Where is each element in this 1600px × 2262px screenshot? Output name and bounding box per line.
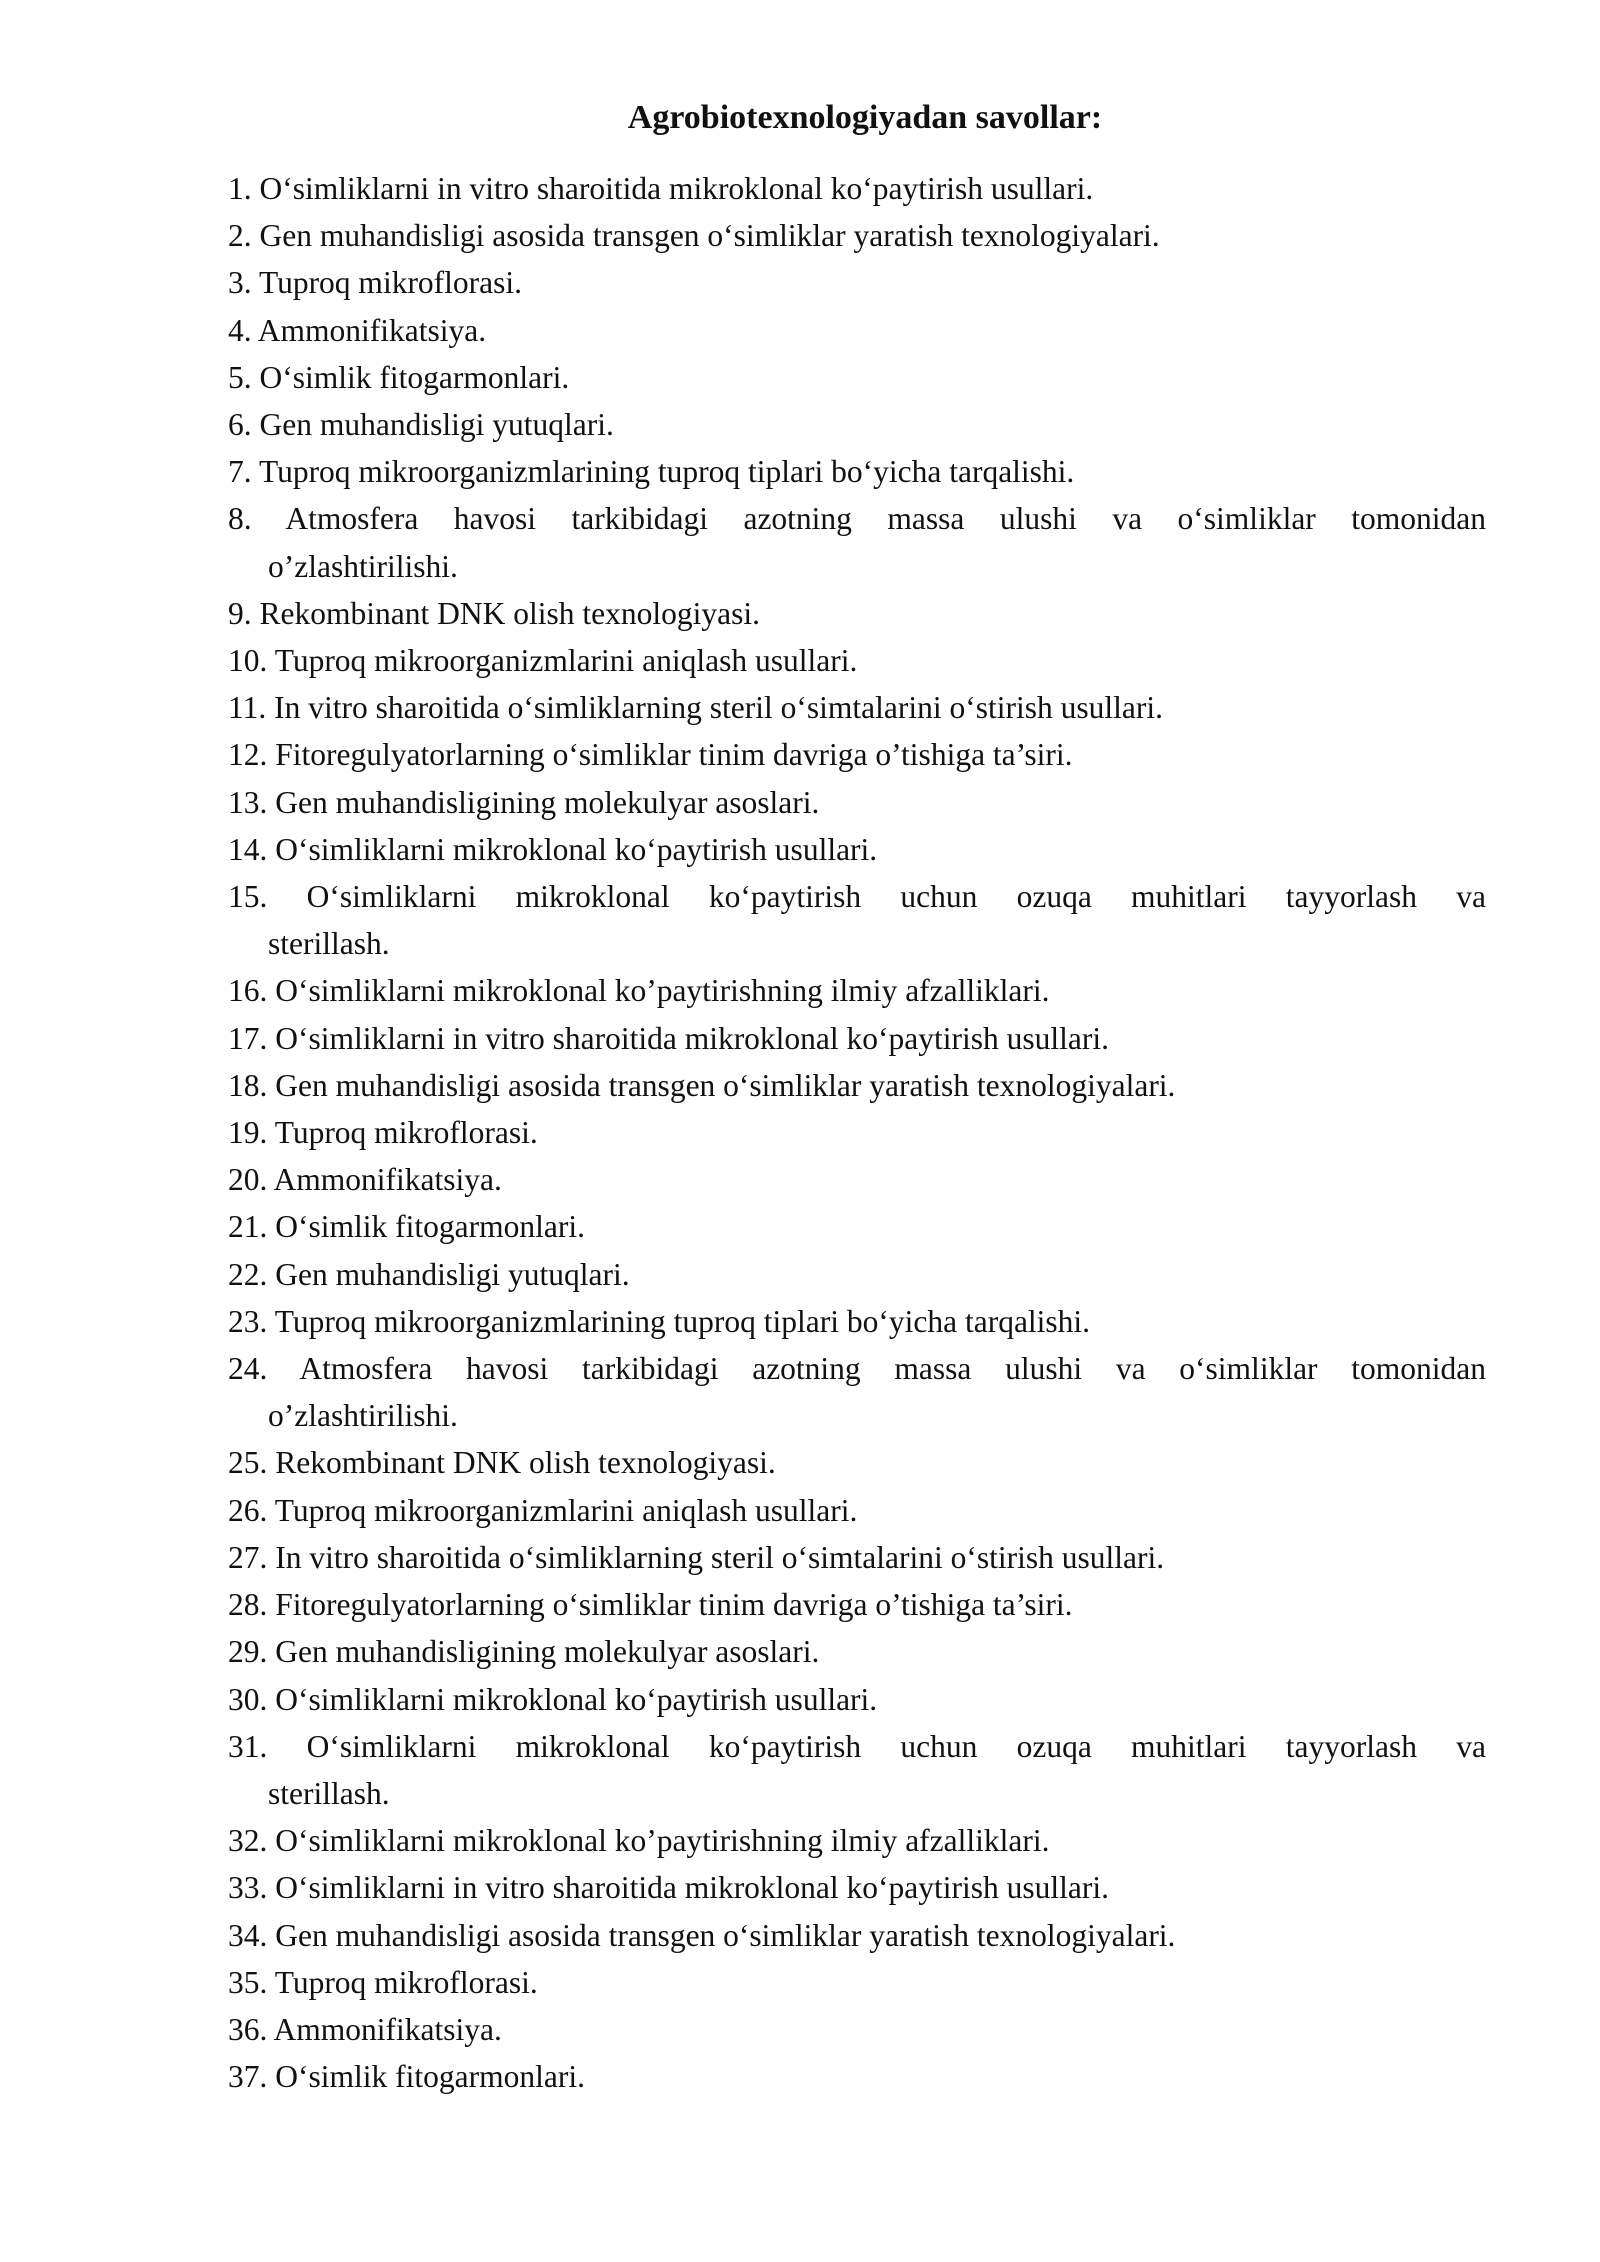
question-line	[228, 1817, 1486, 1864]
question-text: Ammonifikatsiya.	[273, 2011, 502, 2047]
question-line	[228, 495, 1486, 542]
question-item	[228, 1676, 1486, 1723]
question-number: 1.	[228, 171, 252, 206]
question-line	[228, 1203, 1486, 1250]
question-number: 5.	[228, 359, 252, 395]
question-item	[228, 259, 1486, 306]
question-number: 34.	[228, 1917, 268, 1953]
question-number: 36.	[228, 2011, 268, 2047]
question-text: Fitoregulyatorlarning o‘simliklar tinim davriga o’tishiga ta’siri.	[275, 737, 1073, 773]
question-number: 28.	[228, 1587, 268, 1623]
question-line	[228, 731, 1486, 778]
question-item	[228, 684, 1486, 731]
question-line	[228, 1628, 1486, 1675]
question-item	[228, 1015, 1486, 1062]
question-line	[228, 1345, 1486, 1392]
question-item	[228, 967, 1486, 1014]
question-line	[228, 684, 1486, 731]
question-number: 22.	[228, 1256, 268, 1292]
question-line	[228, 1439, 1486, 1486]
question-number: 29.	[228, 1634, 268, 1670]
question-item	[228, 1109, 1486, 1156]
question-text: Tuproq mikroorganizmlarini aniqlash usullari.	[274, 1492, 858, 1528]
question-number: 16.	[228, 973, 268, 1009]
question-number: 20.	[228, 1162, 268, 1198]
question-number: 27.	[228, 1539, 268, 1575]
question-number: 23.	[228, 1303, 268, 1339]
question-item	[228, 1864, 1486, 1911]
question-number: 4.	[228, 312, 252, 348]
question-text-continuation: o’zlashtirilishi.	[268, 1398, 458, 1434]
question-text-continuation: sterillash.	[268, 926, 390, 962]
question-line	[228, 401, 1486, 448]
question-item	[228, 165, 1486, 212]
question-number: 21.	[228, 1209, 268, 1245]
question-line	[228, 967, 1486, 1014]
question-text: O‘simliklarni in vitro sharoitida mikroklonal ko‘paytirish usullari.	[259, 171, 1094, 206]
question-line	[228, 1912, 1486, 1959]
question-item	[228, 307, 1486, 354]
question-line	[228, 1676, 1486, 1723]
question-line	[228, 1062, 1486, 1109]
question-text: Gen muhandisligi yutuqlari.	[275, 1256, 630, 1292]
question-text: O‘simlik fitogarmonlari.	[275, 2059, 585, 2095]
question-line	[228, 259, 1486, 306]
question-item	[228, 873, 1486, 967]
question-text: O‘simliklarni mikroklonal ko‘paytirish uchun ozuqa muhitlari tayyorlash va	[306, 879, 1486, 915]
question-number: 3.	[228, 265, 252, 301]
question-text: Tuproq mikroflorasi.	[274, 1964, 538, 2000]
question-number: 25.	[228, 1445, 268, 1481]
question-text: O‘simliklarni in vitro sharoitida mikroklonal ko‘paytirish usullari.	[275, 1870, 1110, 1906]
question-number: 6.	[228, 407, 252, 443]
question-item	[228, 1298, 1486, 1345]
question-number: 24.	[228, 1351, 268, 1387]
question-line	[228, 637, 1486, 684]
question-item	[228, 731, 1486, 778]
question-number: 18.	[228, 1067, 268, 1103]
question-item	[228, 1817, 1486, 1864]
question-number: 35.	[228, 1964, 268, 2000]
question-line	[228, 1109, 1486, 1156]
question-number: 31.	[228, 1728, 268, 1764]
question-text: Gen muhandisligining molekulyar asoslari.	[275, 784, 820, 820]
question-number: 30.	[228, 1681, 268, 1717]
question-text: Ammonifikatsiya.	[257, 312, 487, 348]
question-line	[228, 826, 1486, 873]
question-text: Ammonifikatsiya.	[273, 1162, 502, 1198]
question-text: Gen muhandisligi asosida transgen o‘simliklar yaratish texnologiyalari.	[259, 218, 1160, 254]
question-text: Gen muhandisligi yutuqlari.	[259, 407, 614, 443]
question-item	[228, 590, 1486, 637]
question-item	[228, 1251, 1486, 1298]
question-number: 33.	[228, 1870, 268, 1906]
question-number: 2.	[228, 218, 252, 254]
question-item	[228, 1959, 1486, 2006]
question-number: 11.	[228, 690, 267, 726]
question-item	[228, 212, 1486, 259]
question-item	[228, 779, 1486, 826]
question-item	[228, 495, 1486, 589]
question-line	[228, 448, 1486, 495]
question-text: O‘simliklarni mikroklonal ko’paytirishning ilmiy afzalliklari.	[275, 973, 1050, 1009]
question-item	[228, 448, 1486, 495]
question-item	[228, 1628, 1486, 1675]
question-text-continuation: sterillash.	[268, 1775, 390, 1811]
question-text: Tuproq mikroorganizmlarining tuproq tiplari bo‘yicha tarqalishi.	[274, 1303, 1091, 1339]
question-text: Gen muhandisligining molekulyar asoslari.	[275, 1634, 820, 1670]
question-text: In vitro sharoitida o‘simliklarning steril o‘simtalarini o‘stirish usullari.	[275, 1539, 1165, 1575]
question-text: Gen muhandisligi asosida transgen o‘simliklar yaratish texnologiyalari.	[275, 1067, 1176, 1103]
question-line	[228, 779, 1486, 826]
question-line	[228, 1156, 1486, 1203]
question-line	[228, 354, 1486, 401]
question-number: 10.	[228, 643, 268, 679]
question-text: In vitro sharoitida o‘simliklarning steril o‘simtalarini o‘stirish usullari.	[274, 690, 1163, 726]
question-number: 17.	[228, 1020, 268, 1056]
question-line	[228, 1534, 1486, 1581]
question-text: O‘simliklarni mikroklonal ko‘paytirish uchun ozuqa muhitlari tayyorlash va	[306, 1728, 1486, 1764]
question-item	[228, 2006, 1486, 2053]
question-line	[228, 1581, 1486, 1628]
question-number: 37.	[228, 2059, 268, 2095]
question-item	[228, 2053, 1486, 2100]
question-number: 32.	[228, 1823, 268, 1859]
question-number: 13.	[228, 784, 268, 820]
question-line	[228, 2053, 1486, 2100]
question-number: 7.	[228, 454, 252, 490]
question-text: O‘simliklarni in vitro sharoitida mikroklonal ko‘paytirish usullari.	[275, 1020, 1110, 1056]
question-number: 9.	[228, 595, 252, 631]
question-line	[228, 1723, 1486, 1770]
question-item	[228, 1156, 1486, 1203]
question-line	[228, 1251, 1486, 1298]
question-text: O‘simliklarni mikroklonal ko‘paytirish usullari.	[275, 831, 878, 867]
question-text: Atmosfera havosi tarkibidagi azotning massa ulushi va o‘simliklar tomonidan	[285, 501, 1487, 537]
question-number: 14.	[228, 831, 268, 867]
question-item	[228, 1912, 1486, 1959]
question-number: 8.	[228, 501, 252, 537]
question-line	[228, 590, 1486, 637]
question-number: 19.	[228, 1115, 268, 1151]
question-number: 26.	[228, 1492, 268, 1528]
question-line	[228, 212, 1486, 259]
question-text: Tuproq mikroorganizmlarining tuproq tiplari bo‘yicha tarqalishi.	[258, 454, 1075, 490]
question-line	[228, 1487, 1486, 1534]
question-text: Rekombinant DNK olish texnologiyasi.	[259, 595, 760, 631]
question-number: 12.	[228, 737, 268, 773]
question-line	[228, 873, 1486, 920]
question-item	[228, 637, 1486, 684]
question-text: Fitoregulyatorlarning o‘simliklar tinim davriga o’tishiga ta’siri.	[275, 1587, 1073, 1623]
question-text: Tuproq mikroflorasi.	[258, 265, 523, 301]
question-text: O‘simliklarni mikroklonal ko’paytirishning ilmiy afzalliklari.	[275, 1823, 1050, 1859]
question-item	[228, 354, 1486, 401]
question-item	[228, 1345, 1486, 1439]
question-item	[228, 1581, 1486, 1628]
question-line	[228, 1959, 1486, 2006]
question-line	[228, 165, 1486, 212]
question-text: O‘simliklarni mikroklonal ko‘paytirish usullari.	[275, 1681, 878, 1717]
question-item	[228, 1723, 1486, 1817]
question-text: Gen muhandisligi asosida transgen o‘simliklar yaratish texnologiyalari.	[275, 1917, 1176, 1953]
question-item	[228, 1062, 1486, 1109]
question-text: Tuproq mikroorganizmlarini aniqlash usullari.	[274, 643, 858, 679]
question-item	[228, 1439, 1486, 1486]
question-item	[228, 401, 1486, 448]
question-number: 15.	[228, 879, 268, 915]
question-list	[228, 165, 1486, 2100]
question-text: O‘simlik fitogarmonlari.	[259, 359, 570, 395]
question-text: O‘simlik fitogarmonlari.	[275, 1209, 585, 1245]
question-line	[228, 2006, 1486, 2053]
question-text-continuation: o’zlashtirilishi.	[268, 548, 458, 584]
question-item	[228, 1487, 1486, 1534]
question-text: Rekombinant DNK olish texnologiyasi.	[275, 1445, 776, 1481]
question-item	[228, 1203, 1486, 1250]
question-text: Atmosfera havosi tarkibidagi azotning massa ulushi va o‘simliklar tomonidan	[299, 1351, 1487, 1387]
question-text: Tuproq mikroflorasi.	[274, 1115, 538, 1151]
question-line	[228, 1864, 1486, 1911]
question-item	[228, 826, 1486, 873]
question-line	[228, 1298, 1486, 1345]
question-line	[228, 1015, 1486, 1062]
question-line	[228, 307, 1486, 354]
document-title: Agrobiotexnologiyadan savollar:	[627, 99, 1103, 136]
question-item	[228, 1534, 1486, 1581]
